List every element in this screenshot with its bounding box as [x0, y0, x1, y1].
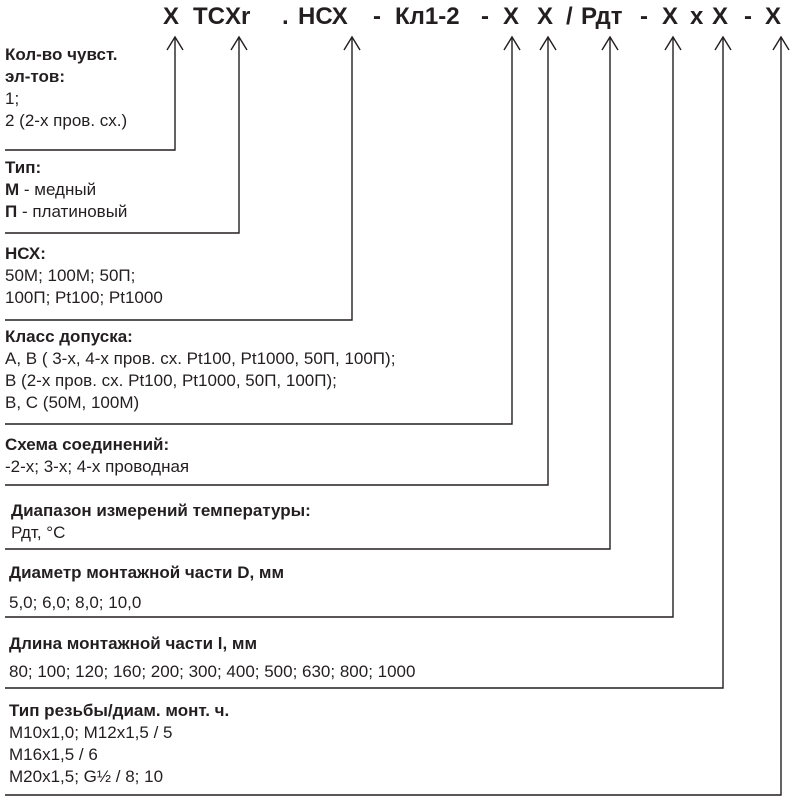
type-copper-key: М — [5, 180, 20, 199]
code-part-count: X — [163, 3, 180, 30]
section-range-item: Рдт, °С — [11, 523, 66, 542]
code-part-diameter: X — [662, 3, 679, 30]
type-platinum-key: П — [5, 202, 18, 221]
code-part-length: X — [712, 3, 729, 30]
code-part-x2: X — [537, 3, 554, 30]
code-part-times: x — [690, 3, 704, 30]
code-part-nsx: НСХ — [298, 3, 348, 30]
section-class-title: Класс допуска: — [5, 327, 133, 346]
section-length-title: Длина монтажной части l, мм — [9, 634, 258, 653]
section-type-item — [5, 179, 127, 201]
section-diameter-title: Диаметр монтажной части D, мм — [9, 563, 285, 582]
section-sensors-item: 2 (2-х пров. сх.) — [5, 111, 128, 130]
code-part-slash: / — [566, 3, 573, 30]
section-scheme-title: Схема соединений: — [5, 435, 170, 454]
section-thread-item: М10x1,0; М12x1,5 / 5 — [9, 723, 173, 742]
section-thread — [9, 700, 229, 788]
section-scheme — [5, 434, 189, 478]
section-scheme-item: -2-х; 3-х; 4-х проводная — [5, 457, 190, 476]
code-part-dash-4: - — [744, 3, 752, 30]
section-type-title: Тип: — [5, 158, 42, 177]
code-part-dot: . — [282, 3, 289, 30]
section-range-title: Диапазон измерений температуры: — [11, 501, 311, 520]
section-diameter — [9, 562, 284, 614]
section-diameter-item: 5,0; 6,0; 8,0; 10,0 — [9, 593, 142, 612]
code-part-class: Кл1-2 — [395, 3, 460, 30]
section-sensors — [5, 44, 127, 132]
section-type — [5, 157, 127, 223]
code-part-range: Рдт — [581, 3, 623, 30]
code-part-tcxr: TCXr — [193, 3, 251, 30]
section-thread-title: Тип резьбы/диам. монт. ч. — [9, 701, 230, 720]
code-part-thread: X — [765, 3, 782, 30]
section-range — [11, 500, 311, 544]
type-platinum-label: - платиновый — [17, 202, 128, 221]
code-part-dash-2: - — [481, 3, 489, 30]
section-class-item: В (2-х пров. сх. Pt100, Pt1000, 50П, 100П); — [5, 371, 337, 390]
section-length — [9, 633, 415, 683]
section-sensors-item: 1; — [5, 89, 20, 108]
section-nsx-title: НСХ: — [5, 244, 46, 263]
section-sensors-title-2: эл-тов: — [5, 67, 66, 86]
section-class-item: А, В ( 3-х, 4-х пров. сх. Pt100, Pt1000, 50П, 100П); — [5, 349, 396, 368]
section-thread-item: М16x1,5 / 6 — [9, 745, 98, 764]
section-sensors-title-1: Кол-во чувст. — [5, 45, 118, 64]
code-part-scheme: X — [503, 3, 520, 30]
section-class — [5, 326, 395, 414]
section-nsx-item: 50М; 100М; 50П; — [5, 266, 136, 285]
section-class-item: В, С (50М, 100М) — [5, 393, 140, 412]
section-thread-item: М20x1,5; G½ / 8; 10 — [9, 767, 164, 786]
code-part-dash-3: - — [640, 3, 648, 30]
section-length-item: 80; 100; 120; 160; 200; 300; 400; 500; 630; 800; 1000 — [9, 662, 416, 681]
type-copper-label: - медный — [19, 180, 97, 199]
section-nsx-item: 100П; Pt100; Pt1000 — [5, 288, 163, 307]
code-part-dash-1: - — [373, 3, 381, 30]
section-nsx — [5, 243, 163, 309]
section-type-item — [5, 201, 127, 223]
